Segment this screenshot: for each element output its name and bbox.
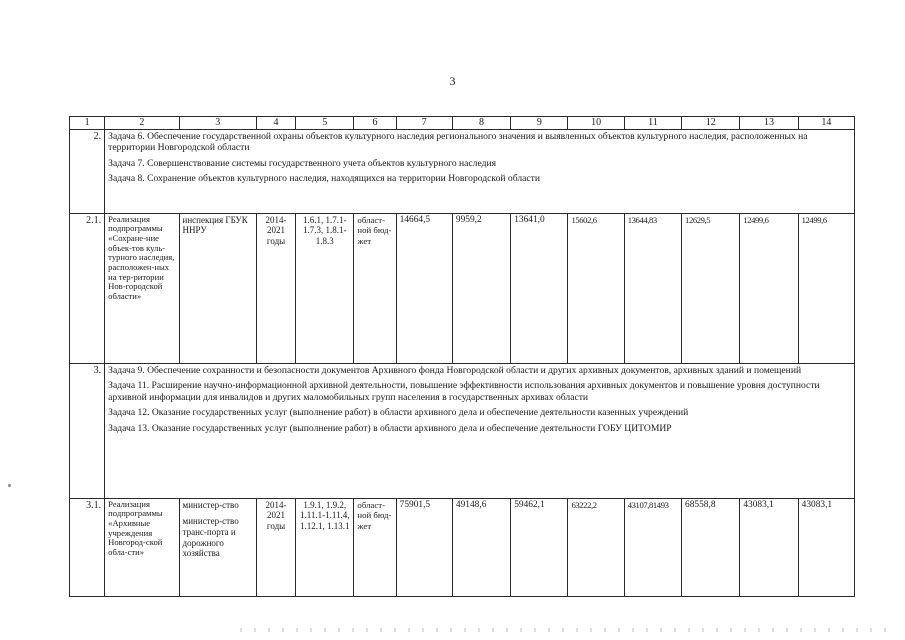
header-cell: 11 [624,117,681,130]
task-text: Задача 7. Совершенствование системы государственного учета объектов культурного наследия [108,157,497,169]
table-row-3-1 [70,498,855,596]
funding-value: 49148,6 [452,498,510,596]
period: 2014-2021 годы [256,213,295,363]
header-cell: 7 [396,117,452,130]
funding-source: област-ной бюд-жет [354,498,396,596]
header-cell: 4 [256,117,295,130]
executor-ministry: министер-ство [182,499,239,510]
header-cell: 12 [682,117,740,130]
funding-value: 43083,1 [740,498,798,596]
header-cell: 2 [105,117,179,130]
section-3-row [70,363,855,498]
funding-value: 43107,81493 [624,498,681,596]
subprogram-name: Реализация подпрограммы «Архивные учреждения Новгород-ской обла-сти» [105,498,179,596]
target-indicators: 1.9.1, 1.9.2, 1.11.1-1.11.4, 1.12.1, 1.13.1 [296,498,354,596]
task-text: Задача 6. Обеспечение государственной охраны объектов культурного наследия регионального значения и выявленных объектов культурного наследия, расположенных на территории Новгородской области [108,130,808,154]
header-cell: 10 [568,117,624,130]
row-number: 2.1. [70,213,105,363]
funding-value: 43083,1 [798,498,854,596]
funding-value: 14664,5 [396,213,452,363]
task-text: Задача 12. Оказание государственных услуг (выполнение работ) в области архивного дела и обеспечение деятельности казенных учреждений [108,407,689,419]
task-text: Задача 11. Расширение научно-информационной архивной деятельности, повышение эффективности использования архивных документов и повышение уровня доступности архивной информации для инвалидов и других маломобильных групп населения в государственных архивах области [108,380,820,403]
section-2-row [70,129,855,213]
funding-value: 9959,2 [452,213,510,363]
executor: инспекция ГБУК ННРУ [179,213,256,363]
target-indicators: 1.6.1, 1.7.1-1.7.3, 1.8.1- 1.8.3 [296,213,354,363]
header-cell: 6 [354,117,396,130]
section-number: 3. [70,363,105,498]
header-cell: 9 [511,117,568,130]
header-cell: 5 [296,117,354,130]
section-number: 2. [70,129,105,213]
funding-value: 15602,6 [568,213,624,363]
program-table [69,116,855,597]
task-text: Задача 9. Обеспечение сохранности и безопасности документов Архивного фонда Новгородской области и других архивных документов, архивных зданий и помещений [108,364,802,376]
header-cell: 13 [740,117,798,130]
funding-value: 12499,6 [798,213,854,363]
task-text: Задача 8. Сохранение объектов культурного наследия, находящихся на территории Новгородской области [108,173,540,185]
section-tasks [105,363,855,498]
funding-value: 12499,6 [740,213,798,363]
table-row-2-1 [70,213,855,363]
task-text: Задача 13. Оказание государственных услуг (выполнение работ) в области архивного дела и обеспечение деятельности ГОБУ ЦИТОМИР [108,422,672,434]
funding-value: 12629,5 [682,213,740,363]
funding-value: 63222,2 [568,498,624,596]
header-cell: 14 [798,117,854,130]
scan-artifact [8,484,11,487]
funding-value: 68558,8 [682,498,740,596]
section-tasks [105,129,855,213]
executor-ministry-transport: министер-ство транс-порта и дорожного хозяйства [182,516,239,559]
funding-value: 13644,83 [624,213,681,363]
funding-value: 13641,0 [511,213,568,363]
funding-value: 75901,5 [396,498,452,596]
header-cell: 3 [179,117,256,130]
executor [179,498,256,596]
subprogram-name: Реализация подпрограммы «Сохране-ние объек-тов куль-турного наследия, расположен-ных на тер-ритории Нов-городской области» [105,213,179,363]
header-cell: 8 [452,117,510,130]
scan-noise [240,628,890,632]
funding-value: 59462,1 [511,498,568,596]
page-number: 3 [449,74,456,88]
table-header-row [70,117,855,130]
period: 2014-2021 годы [256,498,295,596]
header-cell: 1 [70,117,105,130]
funding-source: област-ной бюд-жет [354,213,396,363]
row-number: 3.1. [70,498,105,596]
